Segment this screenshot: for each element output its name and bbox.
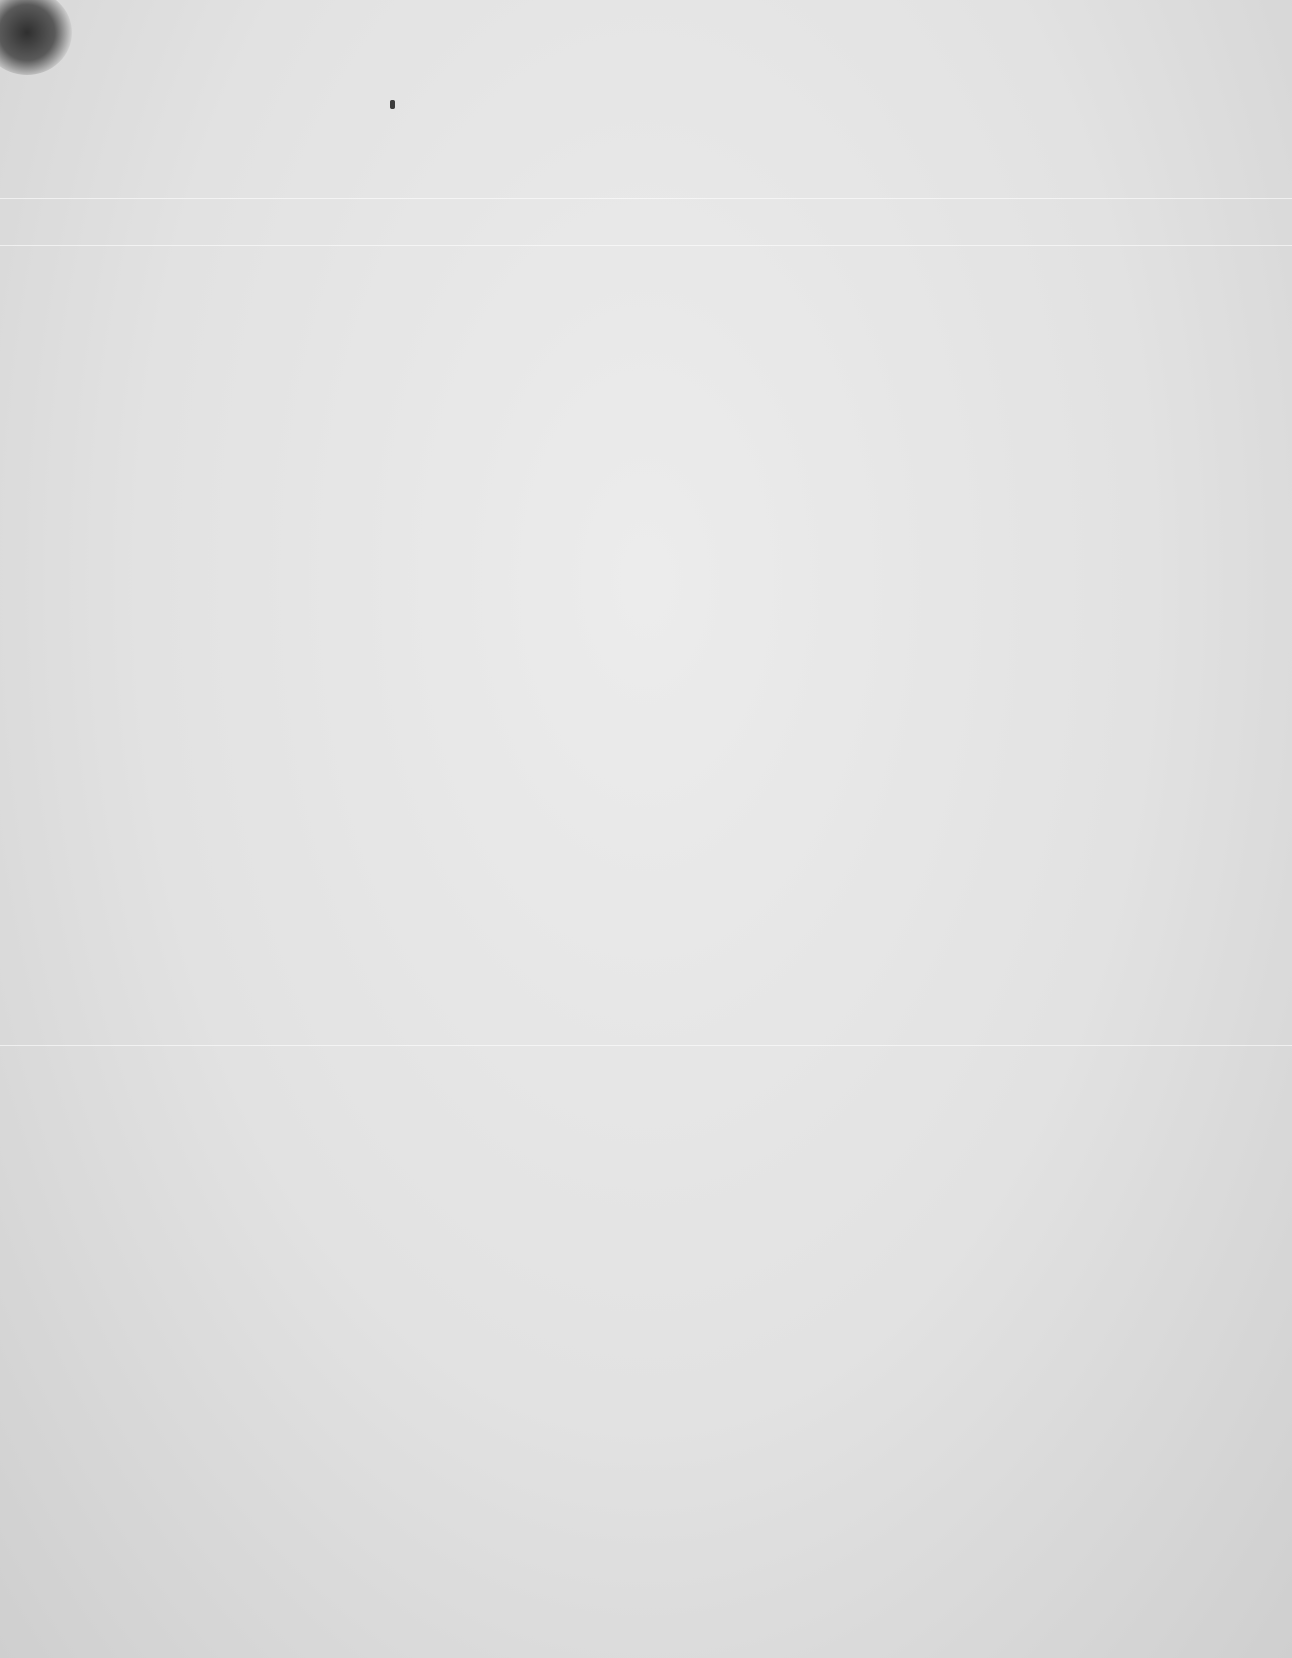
ink-speck [390, 100, 395, 109]
scan-line [0, 1045, 1292, 1046]
ink-blot [0, 0, 72, 75]
scan-line [0, 198, 1292, 199]
scan-line [0, 245, 1292, 246]
